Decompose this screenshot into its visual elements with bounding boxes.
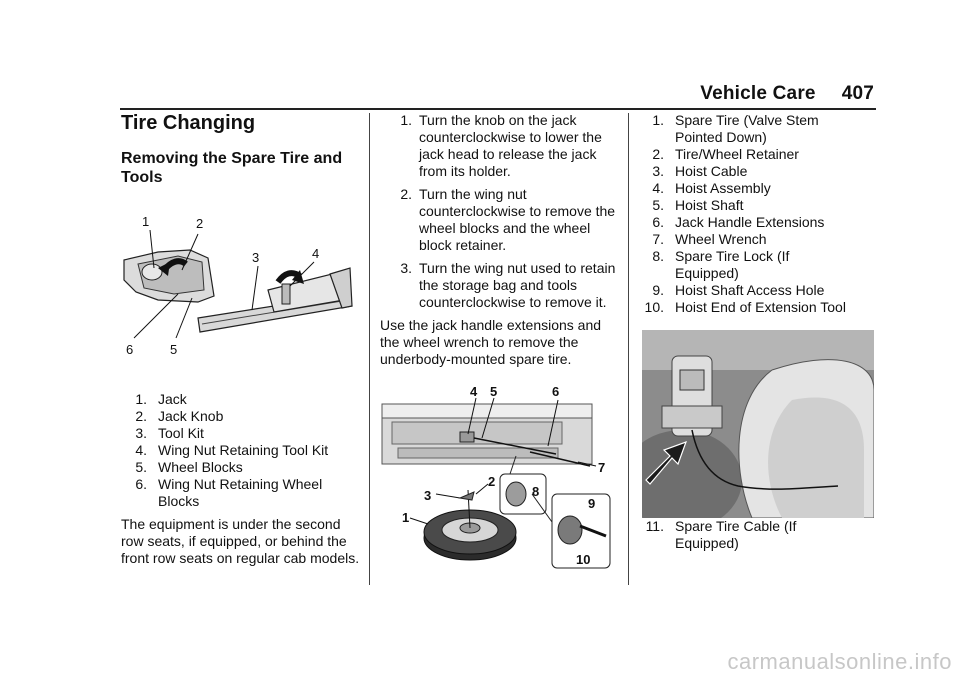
section-heading: Tire Changing — [121, 112, 256, 134]
list-item: 9. Hoist Shaft Access Hole — [652, 282, 825, 298]
list-item: 10. Hoist End of Extension Tool — [644, 299, 846, 315]
subsection-heading: Removing the Spare Tire and Tools — [121, 150, 343, 186]
list-item: 3. Tool Kit — [135, 425, 204, 441]
callout-2: 2 — [488, 474, 496, 489]
header-rule — [120, 108, 876, 110]
section-title: Vehicle Care — [700, 83, 816, 104]
list-item: 6. Wing Nut Retaining Wheel Blocks — [135, 476, 323, 509]
callout-3: 3 — [424, 488, 432, 503]
callout-5: 5 — [490, 384, 498, 399]
list-item: 5. Wheel Blocks — [135, 459, 243, 475]
list-item: 2. Tire/Wheel Retainer — [652, 146, 799, 162]
callout-5: 5 — [170, 342, 178, 357]
page-header — [700, 83, 874, 105]
left-legend-block — [121, 391, 361, 567]
middle-column — [380, 112, 618, 368]
jack-tools-legend — [121, 391, 361, 510]
callout-7: 7 — [598, 460, 606, 475]
left-column — [121, 112, 361, 187]
callout-6: 6 — [552, 384, 560, 399]
list-item: 7. Wheel Wrench — [652, 231, 767, 247]
callout-4: 4 — [312, 246, 320, 261]
list-item: 4. Hoist Assembly — [652, 180, 771, 196]
step-item: 3. Turn the wing nut used to retain the storage bag and tools counterclockwise to remove it. — [400, 260, 616, 310]
callout-4: 4 — [470, 384, 478, 399]
callout-9: 9 — [588, 496, 596, 511]
step-item: 2. Turn the wing nut counterclockwise to remove the wheel blocks and the wheel block retainer. — [400, 186, 616, 253]
spare-tire-legend — [638, 112, 878, 316]
list-item: 11. Spare Tire Cable (If Equipped) — [645, 518, 797, 551]
spare-tire-cable-legend — [638, 518, 878, 552]
spare-tire-paragraph: Use the jack handle extensions and the wheel wrench to remove the underbody-mounted spare tire. — [380, 317, 602, 367]
list-item: 1. Jack — [135, 391, 187, 407]
right-column — [638, 112, 878, 316]
callout-1: 1 — [402, 510, 410, 525]
list-item: 4. Wing Nut Retaining Tool Kit — [135, 442, 329, 458]
callout-10: 10 — [576, 552, 591, 567]
list-item: 3. Hoist Cable — [652, 163, 748, 179]
list-item: 2. Jack Knob — [135, 408, 224, 424]
page-number: 407 — [841, 83, 874, 104]
spare-tire-illustration — [380, 382, 616, 572]
step-item: 1. Turn the knob on the jack counterclockwise to lower the jack head to release the jack from its holder. — [400, 112, 602, 179]
callout-2: 2 — [196, 216, 204, 231]
jack-tools-illustration — [118, 210, 358, 360]
callout-1: 1 — [142, 214, 150, 229]
callout-6: 6 — [126, 342, 134, 357]
equipment-location-paragraph: The equipment is under the second row seats, if equipped, or behind the front row seats on regular cab models. — [121, 516, 360, 566]
column-divider-right — [628, 113, 629, 585]
column-divider-left — [369, 113, 370, 585]
spare-tire-cable-photo — [642, 330, 874, 518]
list-item: 5. Hoist Shaft — [652, 197, 744, 213]
list-item: 6. Jack Handle Extensions — [652, 214, 825, 230]
callout-8: 8 — [532, 484, 540, 499]
callout-3: 3 — [252, 250, 260, 265]
list-item: 8. Spare Tire Lock (If Equipped) — [652, 248, 790, 281]
watermark: carmanualsonline.info — [727, 649, 952, 674]
right-legend-2 — [638, 518, 878, 552]
list-item: 1. Spare Tire (Valve Stem Pointed Down) — [652, 112, 819, 145]
removal-steps — [380, 112, 618, 311]
